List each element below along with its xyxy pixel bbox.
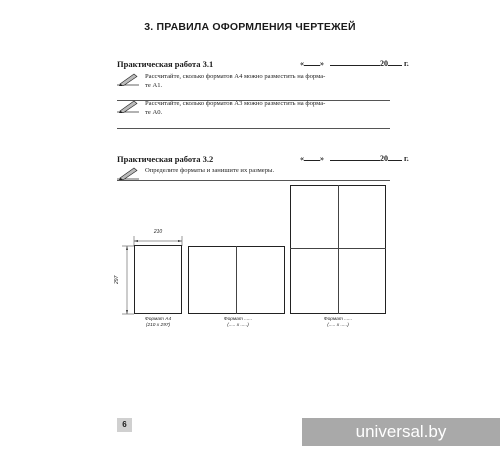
date-quote-close: » bbox=[320, 59, 324, 68]
divider bbox=[117, 180, 390, 181]
work1-date bbox=[300, 59, 409, 68]
date-quote-open: « bbox=[300, 154, 304, 163]
task-3-1-1: Рассчитайте, сколько форматов А4 можно разместить на форма- те А1. bbox=[145, 73, 326, 89]
watermark: universal.by bbox=[302, 418, 500, 446]
task-3-1-2: Рассчитайте, сколько форматов А3 можно разместить на форма- те А0. bbox=[145, 100, 326, 116]
pencil-icon bbox=[117, 72, 139, 86]
pencil-icon bbox=[117, 99, 139, 113]
caption-a2: Формат ...... (..... х .....) bbox=[323, 317, 353, 328]
fold-line bbox=[290, 248, 386, 249]
fold-line bbox=[338, 185, 339, 314]
pencil-icon bbox=[117, 166, 139, 180]
date-year: 20 bbox=[380, 59, 388, 68]
work2-date bbox=[300, 154, 409, 163]
date-quote-close: » bbox=[320, 154, 324, 163]
page-title: 3. ПРАВИЛА ОФОРМЛЕНИЯ ЧЕРТЕЖЕЙ bbox=[144, 21, 356, 33]
caption-a4: Формат А4 (210 х 297) bbox=[144, 317, 172, 328]
work2-title: Практическая работа 3.2 bbox=[117, 154, 214, 164]
a4-height-label: 297 bbox=[114, 275, 121, 284]
caption-a3: Формат ...... (..... х .....) bbox=[223, 317, 253, 328]
date-quote-open: « bbox=[300, 59, 304, 68]
a4-width-label: 210 bbox=[153, 229, 163, 235]
page-number: 6 bbox=[117, 418, 132, 432]
date-suffix: г. bbox=[404, 154, 409, 163]
divider bbox=[117, 128, 390, 129]
sheet-a4 bbox=[134, 245, 182, 314]
date-year: 20 bbox=[380, 154, 388, 163]
task-3-2: Определите форматы и занишите их размеры. bbox=[145, 167, 275, 174]
date-suffix: г. bbox=[404, 59, 409, 68]
work1-title: Практическая работа 3.1 bbox=[117, 59, 214, 69]
fold-line bbox=[236, 246, 237, 314]
